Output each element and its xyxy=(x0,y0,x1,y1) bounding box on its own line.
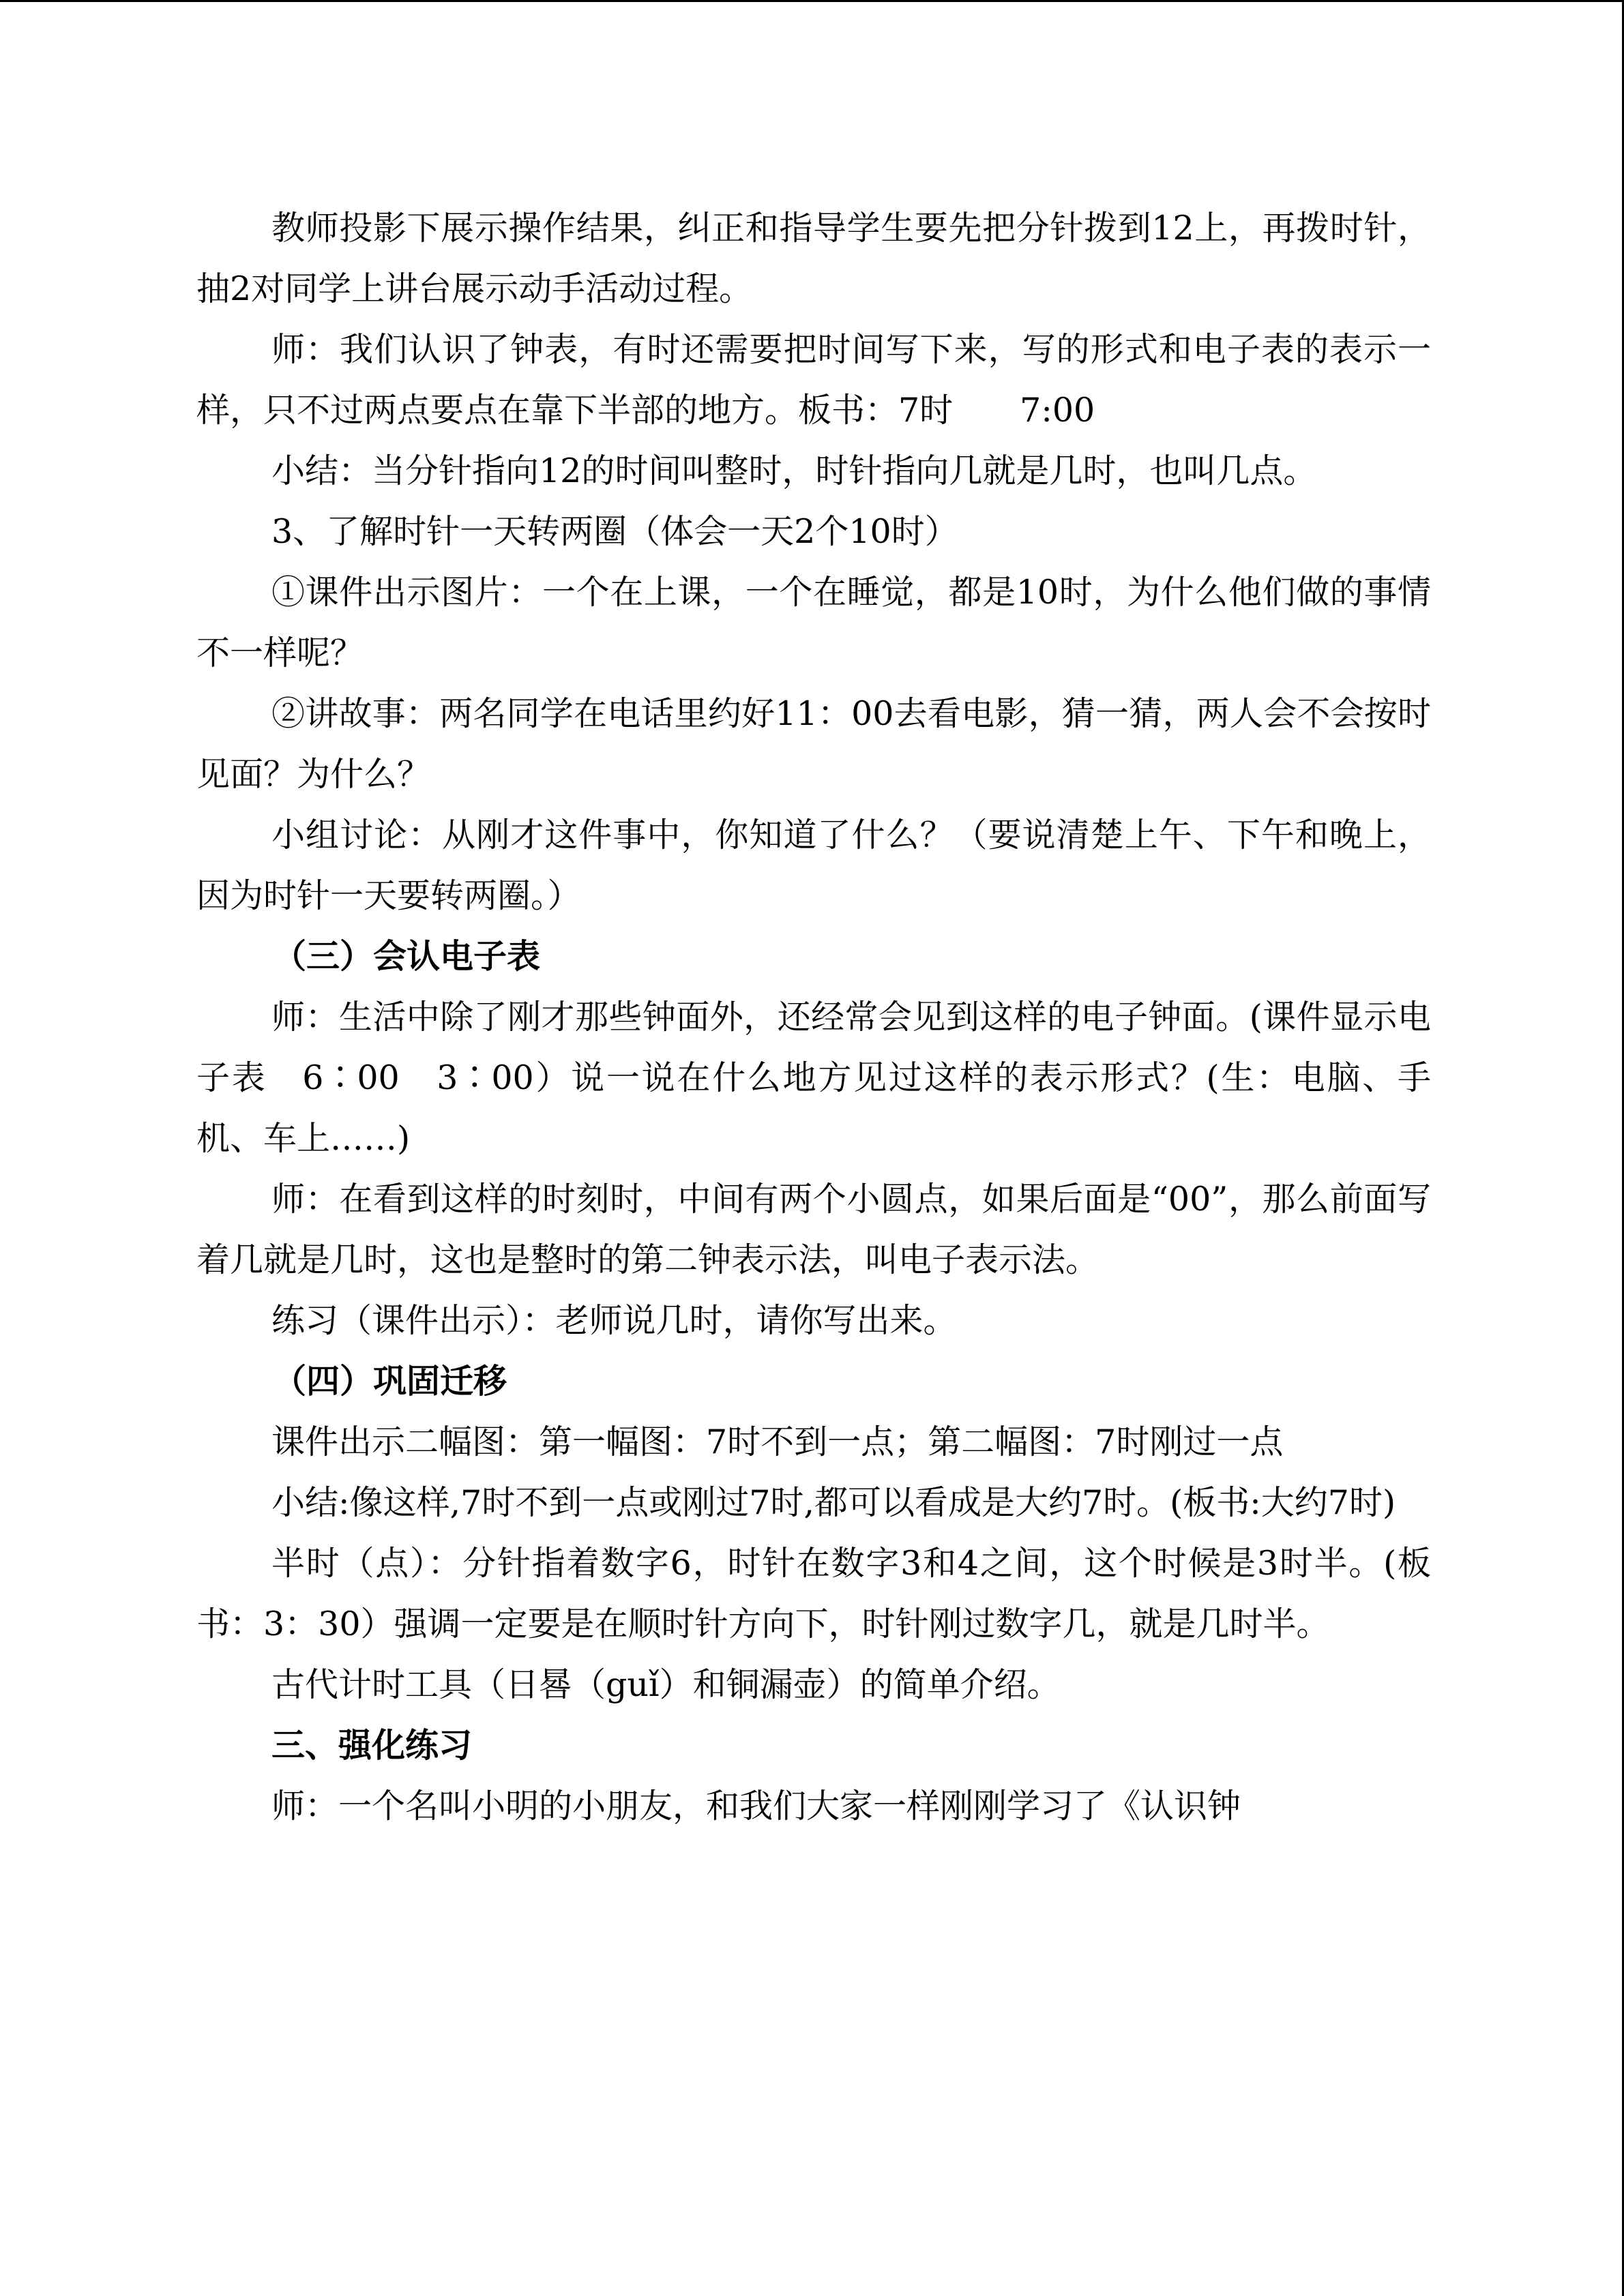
paragraph: 师：我们认识了钟表，有时还需要把时间写下来，写的形式和电子表的表示一样，只不过两点要点在靠下半部的地方。板书：7时 7:00 xyxy=(196,330,1431,430)
paragraph: ②讲故事：两名同学在电话里约好11：00去看电影，猜一猜，两人会不会按时见面？为什么？ xyxy=(196,694,1431,794)
paragraph: 师：一个名叫小明的小朋友，和我们大家一样刚刚学习了《认识钟 xyxy=(271,1787,1241,1825)
section-heading: （三）会认电子表 xyxy=(273,936,541,976)
paragraph: 练习（课件出示）：老师说几时，请你写出来。 xyxy=(271,1301,957,1340)
paragraph: 小组讨论：从刚才这件事中，你知道了什么？（要说清楚上午、下午和晚上，因为时针一天要转两圈。） xyxy=(196,816,1431,915)
paragraph: ①课件出示图片：一个在上课，一个在睡觉，都是10时，为什么他们做的事情不一样呢？ xyxy=(196,573,1431,672)
section-heading: 三、强化练习 xyxy=(271,1725,473,1765)
summary-paragraph: 小结：当分针指向12的时间叫整时，时针指向几就是几时，也叫几点。 xyxy=(271,451,1317,490)
section-heading: （四）巩固迁移 xyxy=(273,1361,507,1401)
paragraph: 小结:像这样,7时不到一点或刚过7时,都可以看成是大约7时。(板书:大约7时) xyxy=(271,1483,1396,1522)
document-body xyxy=(196,198,1431,1836)
paragraph: 教师投影下展示操作结果，纠正和指导学生要先把分针拨到12上，再拨时针，抽2对同学上讲台展示动手活动过程。 xyxy=(196,209,1431,308)
paragraph: 师：生活中除了刚才那些钟面外，还经常会见到这样的电子钟面。(课件显示电子表 6∶00 3∶00）说一说在什么地方见过这样的表示形式？(生：电脑、手机、车上……) xyxy=(196,998,1431,1158)
paragraph: 古代计时工具（日晷（guǐ）和铜漏壶）的简单介绍。 xyxy=(271,1665,1061,1704)
paragraph: 师：在看到这样的时刻时，中间有两个小圆点，如果后面是“00”，那么前面写着几就是几时，这也是整时的第二钟表示法，叫电子表示法。 xyxy=(196,1180,1431,1279)
page-border-top xyxy=(0,0,1624,2)
paragraph: 半时（点）：分针指着数字6，时针在数字3和4之间，这个时候是3时半。(板书：3：30）强调一定要是在顺时针方向下，时针刚过数字几，就是几时半。 xyxy=(196,1544,1431,1643)
paragraph: 课件出示二幅图：第一幅图：7时不到一点；第二幅图：7时刚过一点 xyxy=(271,1422,1284,1461)
section-item-heading: 3、了解时针一天转两圈（体会一天2个10时） xyxy=(271,512,958,551)
